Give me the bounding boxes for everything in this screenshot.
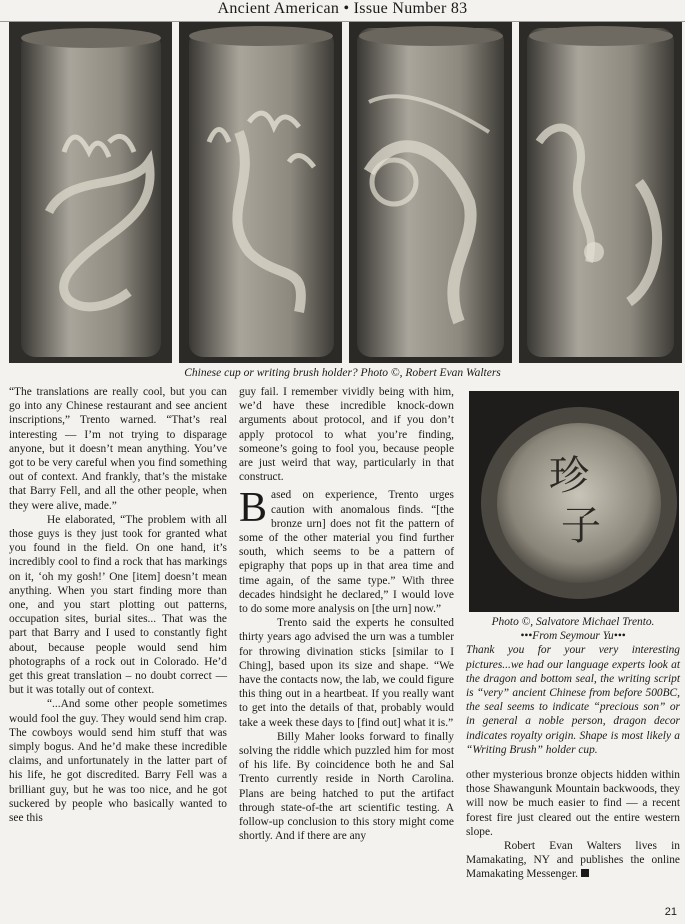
article-column-1: [9, 385, 227, 825]
seal-glyph-2: 子: [561, 503, 601, 548]
page-number: 21: [664, 906, 677, 918]
paragraph: “The translations are really cool, but you can go into any Chinese restaurant and see ancient inscriptions,” Trento warned. “That’s real interesting — I’m not trying to disparage anyone, but it doesn’t mean anything. You’ve got to be very careful when you find something out of context. And frankly, that’s the mistake that Barry Fell, and all the other people, when they were alive, made.”: [9, 386, 227, 512]
cup-photo-3: [349, 22, 512, 363]
paragraph: guy fail. I remember vividly being with him, we’d have these incredible knock-down arguments about protocol, and if you don’t apply protocol to what you’re finding, someone’s going to fool you, because people are just weird that way, particularly in that construct.: [239, 386, 454, 484]
page-header: [0, 0, 685, 22]
article-column-3: [466, 768, 680, 882]
author-bio-text: Robert Evan Walters lives in Mamakating, NY and publishes the online Mamakating Messenger.: [466, 840, 680, 881]
paragraph-dropcap: [239, 485, 454, 616]
seal-caption-body: Thank you for your very interesting pictures...we had our language experts look at the dragon and bottom seal, the writing script is “very” ancient Chinese from before 500BC, the seal seems to indicate “precious son” or in general a noble person, dragon decor indicates royalty origin. Shape is most likely a “Writing Brush” holder cup.: [466, 644, 680, 756]
paragraph: He elaborated, “The problem with all those guys is they just took for granted what you found in the field. On one hand, it’s incredibly cool to find a rock that has markings on it, ‘oh my gosh!’ One [item] doesn’t mean anything. When you start finding more than one, and you start plotting out patterns, occupation sites, burial sites... That was the part that Barry and I used to constantly fight about, because people would send him photographs of a rock out in Colorado. He’d get this great translation – no doubt correct — but it was totally out of context.: [9, 513, 227, 697]
cup-photo-4: [519, 22, 682, 363]
article-column-2: [239, 385, 454, 844]
seal-caption: [466, 615, 680, 757]
photo-caption: Chinese cup or writing brush holder? Photo ©, Robert Evan Walters: [184, 367, 501, 379]
seal-glyph-1: 珍: [549, 453, 589, 498]
paragraph: Trento said the experts he consulted thirty years ago advised the urn was a tumbler for throwing divination sticks [similar to I Ching], based upon its size and shape. “We have the contacts now, the lab, we could figure this thing out in a heartbeat. If you really want to get into the details of that, probably would take a week these days to [find out] what it is.”: [239, 617, 454, 729]
paragraph: Billy Maher looks forward to finally solving the riddle which puzzled him for most of his life. By coincidence both he and Sal Trento currently reside in North Carolina. Plans are being hatched to put the artifact through state-of-the art scientific testing. A follow-up conclusion to this story might come shortly. And if there are any: [239, 730, 454, 843]
seal-credit: Photo ©, Salvatore Michael Trento.: [491, 616, 655, 628]
header-title: Ancient American • Issue Number 83: [217, 0, 468, 17]
seal-source: •••From Seymour Yu•••: [520, 630, 626, 643]
seal-photo: [469, 391, 679, 612]
paragraph: other mysterious bronze objects hidden within those Shawangunk Mountain backwoods, they will now be much easier to find — a recent forest fire just cleared out the entire western slope.: [466, 769, 680, 838]
end-mark-icon: [581, 869, 589, 877]
cup-photo-1: [9, 22, 172, 363]
paragraph: “...And some other people sometimes would fool the guy. They would send him crap. The cowboys would send him stuff that was simply bogus. And he’d make these incredible claims, and unfortunately in the latter part of his life, he got discredited. Barry Fell was a brilliant guy, but he was too nice, and he got suckered by people who basically wanted to see this: [9, 698, 227, 825]
author-bio: [466, 839, 680, 882]
drop-cap: B: [239, 485, 268, 532]
paragraph-text: ased on experience, Trento urges caution with anomalous finds. “[the bronze urn] does not fit the pattern of some of the other material you find further south, which seems to be a pattern of epigraphy that pops up in that area time and time again, of the same type.” With three decades hindsight he declared,” I would love to do some more analysis on [the urn] now.”: [239, 489, 454, 616]
cup-photo-2: [179, 22, 342, 363]
